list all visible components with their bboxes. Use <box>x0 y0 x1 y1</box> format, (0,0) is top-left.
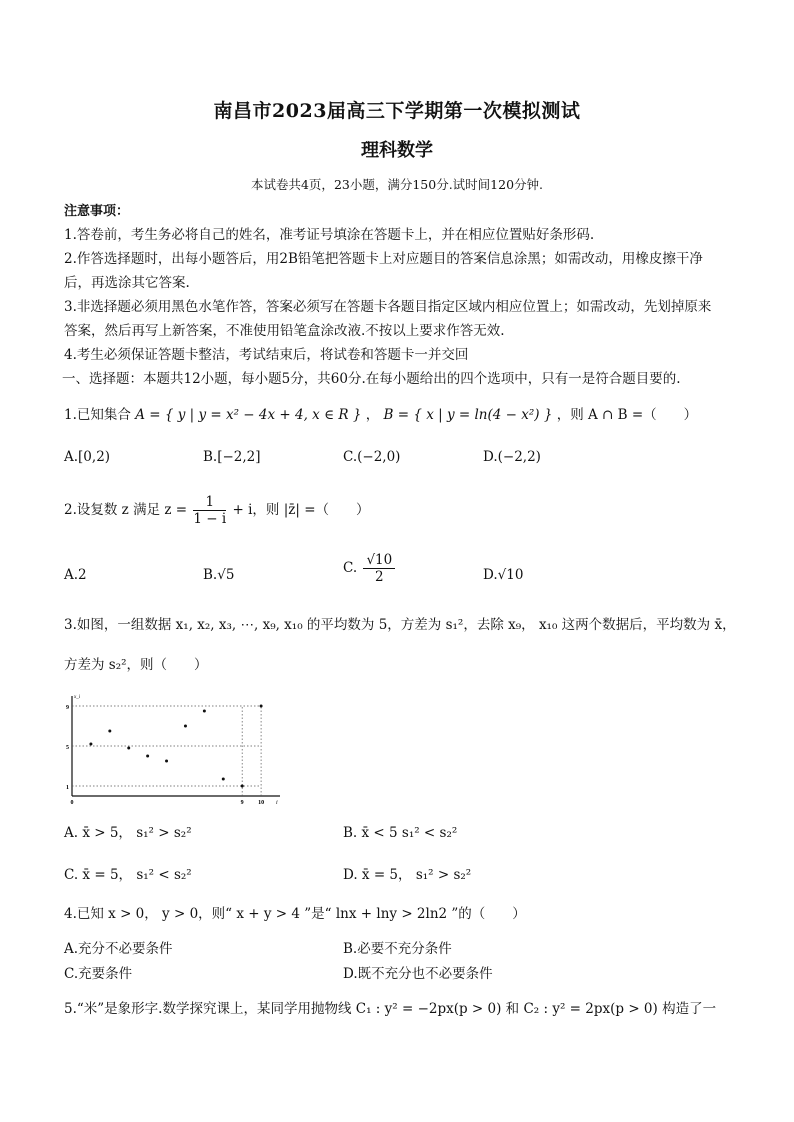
y-tick-label: 1 <box>66 785 69 791</box>
question-5: 5.“米”是象形字.数学探究课上，某同学用抛物线 C₁ : y² = −2px(p > 0) 和 C₂ : y² = 2px(p > 0) 构造了一 <box>64 1001 717 1017</box>
q2-option-c-denominator: 2 <box>375 569 384 585</box>
data-point-6 <box>184 725 187 728</box>
q1-prefix: 1.已知集合 <box>64 407 131 423</box>
q2-fraction <box>193 494 226 527</box>
q4-option-d: D.既不充分也不必要条件 <box>343 966 493 982</box>
exam-title: 南昌市2023届高三下学期第一次模拟测试 <box>213 100 581 122</box>
notice-item-4: 4.考生必须保证答题卡整洁，考试结束后，将试卷和答题卡一并交回 <box>64 347 469 363</box>
q3-option-d: D. x̄ = 5， s₁² > s₂² <box>343 867 472 883</box>
section-heading: 一、选择题：本题共12小题，每小题5分，共60分.在每小题给出的四个选项中，只有一是符合题目要的. <box>62 371 681 387</box>
q2-option-d: D.√10 <box>483 567 524 583</box>
q1-option-b: B.[−2,2] <box>203 449 261 465</box>
question-3-line1: 3.如图，一组数据 x₁, x₂, x₃, ⋯, x₉, x₁₀ 的平均数为 5，方差为 s₁²，去除 x₉， x₁₀ 这两个数据后，平均数为 x̄， <box>64 617 736 633</box>
q4-option-c: C.充要条件 <box>64 966 133 982</box>
x-tick-label: 10 <box>258 800 265 805</box>
q2-option-c <box>343 552 397 585</box>
y-tick-label: 5 <box>66 745 69 751</box>
q3-option-b: B. x̄ < 5 s₁² < s₂² <box>343 825 458 841</box>
q3-option-a: A. x̄ > 5， s₁² > s₂² <box>64 825 192 841</box>
q1-option-c: C.(−2,0) <box>343 449 401 465</box>
data-point-4 <box>146 755 149 758</box>
q4-option-a: A.充分不必要条件 <box>64 941 173 957</box>
notice-heading: 注意事项： <box>64 204 130 219</box>
q1-option-a: A.[0,2) <box>64 449 111 465</box>
x-tick-label: 0 <box>70 800 74 805</box>
question-1 <box>64 406 744 424</box>
q1-set-a: A = { y | y = x² − 4x + 4, x ∈ R } <box>135 407 362 423</box>
question-3-line2: 方差为 s₂²，则（ ） <box>64 657 208 673</box>
notice-item-3: 3.非选择题必须用黑色水笔作答，答案必须写在答题卡各题目指定区域内相应位置上；如需改动，先划掉原来 <box>64 299 712 315</box>
data-point-3 <box>127 747 130 750</box>
question-2 <box>64 494 744 527</box>
q3-scatter-chart <box>60 690 285 805</box>
y-axis-label: x_i <box>74 695 81 700</box>
data-point-2 <box>108 730 111 733</box>
q2-option-a: A.2 <box>64 567 87 583</box>
exam-info: 本试卷共4页，23小题，满分150分.试时间120分钟. <box>250 177 544 192</box>
q2-prefix: 2.设复数 z 满足 z = <box>64 502 188 518</box>
q1-sep: ， <box>365 407 380 423</box>
q3-option-c: C. x̄ = 5， s₁² < s₂² <box>64 867 192 883</box>
q2-option-c-numerator: √10 <box>363 552 395 569</box>
data-point-1 <box>89 743 92 746</box>
notice-item-1: 1.答卷前，考生务必将自己的姓名，准考证号填涂在答题卡上，并在相应位置贴好条形码. <box>64 227 595 243</box>
x-axis-label: i <box>276 800 278 805</box>
data-point-8 <box>222 778 225 781</box>
q2-option-c-prefix: C. <box>343 560 358 576</box>
data-point-5 <box>165 760 168 763</box>
question-4: 4.已知 x > 0， y > 0，则“ x + y > 4 ”是“ lnx + lny > 2ln2 ”的（ ） <box>64 906 526 922</box>
q1-suffix: ，则 A ∩ B =（ ） <box>556 407 698 423</box>
notice-item-2-cont: 后，再选涂其它答案. <box>64 275 190 291</box>
q1-set-b: B = { x | y = ln(4 − x²) } <box>383 407 553 423</box>
exam-subject: 理科数学 <box>361 140 433 161</box>
x-tick-label: 9 <box>240 800 244 805</box>
data-point-10 <box>260 705 263 708</box>
data-point-9 <box>241 785 244 788</box>
q2-option-b: B.√5 <box>203 567 235 583</box>
data-point-7 <box>203 710 206 713</box>
q2-suffix: + i，则 |z̄| =（ ） <box>232 502 370 518</box>
q4-option-b: B.必要不充分条件 <box>343 941 452 957</box>
q2-numerator: 1 <box>193 494 226 511</box>
q2-denominator: 1 − i <box>193 511 227 527</box>
notice-item-3-cont: 答案，然后再写上新答案，不准使用铅笔盒涂改液.不按以上要求作答无效. <box>64 323 505 339</box>
q1-option-d: D.(−2,2) <box>483 449 541 465</box>
q2-option-c-fraction <box>363 552 395 585</box>
y-tick-label: 9 <box>66 705 69 711</box>
notice-item-2: 2.作答选择题时，出每小题答后，用2B铅笔把答题卡上对应题目的答案信息涂黑；如需改动，用橡皮擦干净 <box>64 251 703 267</box>
